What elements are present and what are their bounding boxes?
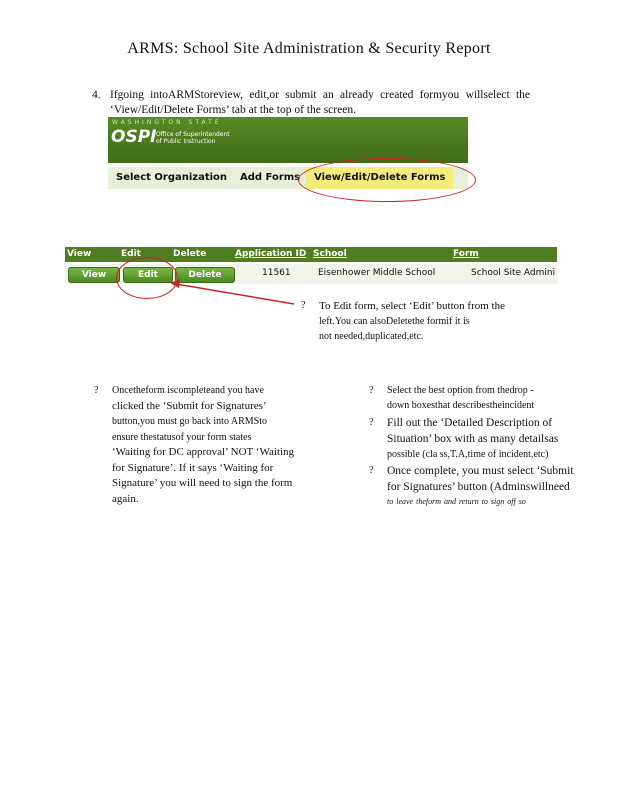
right-line: Once complete, you must select ‘Submit [387, 465, 574, 477]
left-bullet-marker: ? [94, 385, 99, 396]
right-line: Fill out the ‘Detailed Description of [387, 417, 553, 429]
right-line: down boxesthat describestheincident [387, 400, 535, 411]
right-line: for Signatures’ button (Adminswillneed [387, 481, 570, 493]
page-title: ARMS: School Site Administration & Security Report [127, 40, 491, 57]
note-bullet: ? [301, 300, 306, 311]
edit-note [319, 299, 505, 344]
note-line-2: left.You can alsoDeletethe formif it is [319, 316, 470, 327]
left-line: again. [112, 492, 139, 505]
ospi-logo: OSPI [111, 127, 157, 147]
left-line: button,you must go back into ARMSto [112, 416, 268, 427]
left-line: Signature’ you will need to sign the form [112, 477, 293, 489]
tab-view-edit-delete-forms[interactable]: View/Edit/Delete Forms [306, 167, 453, 189]
school-cell: Eisenhower Middle School [318, 268, 436, 278]
col-school[interactable]: School [313, 249, 347, 259]
right-bullet-1-text [387, 383, 587, 413]
form-cell[interactable]: School Site Admini [471, 268, 556, 278]
col-application-id[interactable]: Application ID [235, 249, 307, 259]
left-line: ensure thestatusof your form states [112, 431, 252, 443]
left-line: for Signature’. If it says ‘Waiting for [112, 461, 274, 474]
right-bullet-2-text [387, 415, 592, 463]
right-bullet-marker-1: ? [369, 385, 374, 396]
note-line-3: not needed,duplicated,etc. [319, 331, 424, 342]
col-edit: Edit [121, 249, 141, 259]
right-line: Select the best option from thedrop - [387, 385, 534, 396]
note-line-1: To Edit form, select ‘Edit’ button from the [319, 300, 505, 312]
tab-add-forms[interactable]: Add Forms [240, 172, 301, 183]
tab-select-organization[interactable]: Select Organization [116, 172, 228, 183]
col-delete: Delete [173, 249, 207, 259]
left-line: Oncetheform iscompleteand you have [112, 385, 264, 396]
right-bullet-marker-2: ? [369, 417, 374, 428]
delete-button[interactable]: Delete [175, 267, 235, 283]
left-line: ‘Waiting for DC approval’ NOT ‘Waiting [112, 446, 295, 458]
state-label: WASHINGTON STATE [112, 119, 222, 126]
office-line-1: Office of Superintendent [156, 131, 230, 138]
right-bullet-marker-3: ? [369, 465, 374, 476]
col-form[interactable]: Form [453, 249, 479, 259]
right-line: Situation’ box with as many detailsas [387, 433, 559, 445]
application-id-cell: 11561 [262, 268, 291, 278]
step-4-text: Ifgoing intoARMStoreview, edit,or submit an already created formyou willselect the ‘View/Edit/Delete Forms’ tab at the top of the screen. [110, 89, 530, 116]
right-line: possible (cla ss,T.A,time of incident,etc) [387, 449, 549, 460]
office-line-2: of Public Instruction [156, 138, 216, 145]
edit-button[interactable]: Edit [123, 267, 173, 283]
step-number: 4. [92, 89, 101, 101]
left-line: clicked the ‘Submit for Signatures’ [112, 399, 267, 412]
right-bullet-3-text [387, 463, 592, 495]
col-view: View [67, 249, 92, 259]
view-button[interactable]: View [68, 267, 120, 283]
left-bullet-text [112, 383, 317, 507]
right-tail-text: to leave theform and return to sign off so [387, 497, 526, 506]
